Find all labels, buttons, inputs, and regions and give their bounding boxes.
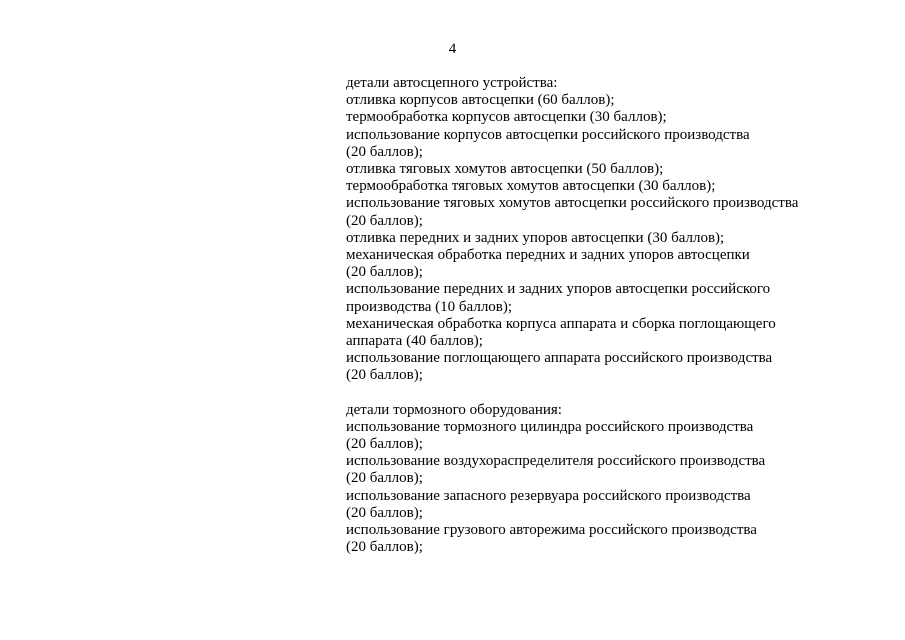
section-heading: детали тормозного оборудования: [346,401,562,418]
text-line: (20 баллов); [346,436,423,453]
text-line: использование воздухораспределителя российского производства [346,453,766,470]
text-line: использование грузового авторежима российского производства [346,522,757,539]
text-line: использование корпусов автосцепки российского производства [346,126,750,143]
text-line: использование запасного резервуара российского производства [346,487,751,504]
text-line: отливка передних и задних упоров автосцепки (30 баллов); [346,229,725,246]
section-coupler-parts [346,75,886,385]
page-number: 4 [448,41,457,57]
text-line: (20 баллов); [346,264,423,281]
text-line: (20 баллов); [346,504,423,521]
text-line: механическая обработка передних и задних упоров автосцепки [346,247,750,264]
text-line: термообработка тяговых хомутов автосцепки (30 баллов); [346,178,716,195]
text-line: аппарата (40 баллов); [346,333,483,350]
text-line: использование тяговых хомутов автосцепки российского производства [346,195,799,212]
text-line: механическая обработка корпуса аппарата и сборка поглощающего [346,315,776,332]
text-line: использование поглощающего аппарата российского производства [346,350,773,367]
text-line: термообработка корпусов автосцепки (30 баллов); [346,109,667,126]
text-line: отливка тяговых хомутов автосцепки (50 баллов); [346,161,664,178]
text-line: (20 баллов); [346,367,423,384]
text-line: использование тормозного цилиндра российского производства [346,418,754,435]
document-body [346,75,886,556]
text-line: (20 баллов); [346,470,423,487]
section-heading: детали автосцепного устройства: [346,75,558,91]
text-line: производства (10 баллов); [346,298,513,315]
text-line: (20 баллов); [346,143,423,160]
section-brake-equipment [346,402,886,557]
text-line: (20 баллов); [346,212,423,229]
text-line: (20 баллов); [346,539,423,556]
text-line: использование передних и задних упоров автосцепки российского [346,281,771,298]
text-line: отливка корпусов автосцепки (60 баллов); [346,92,615,109]
